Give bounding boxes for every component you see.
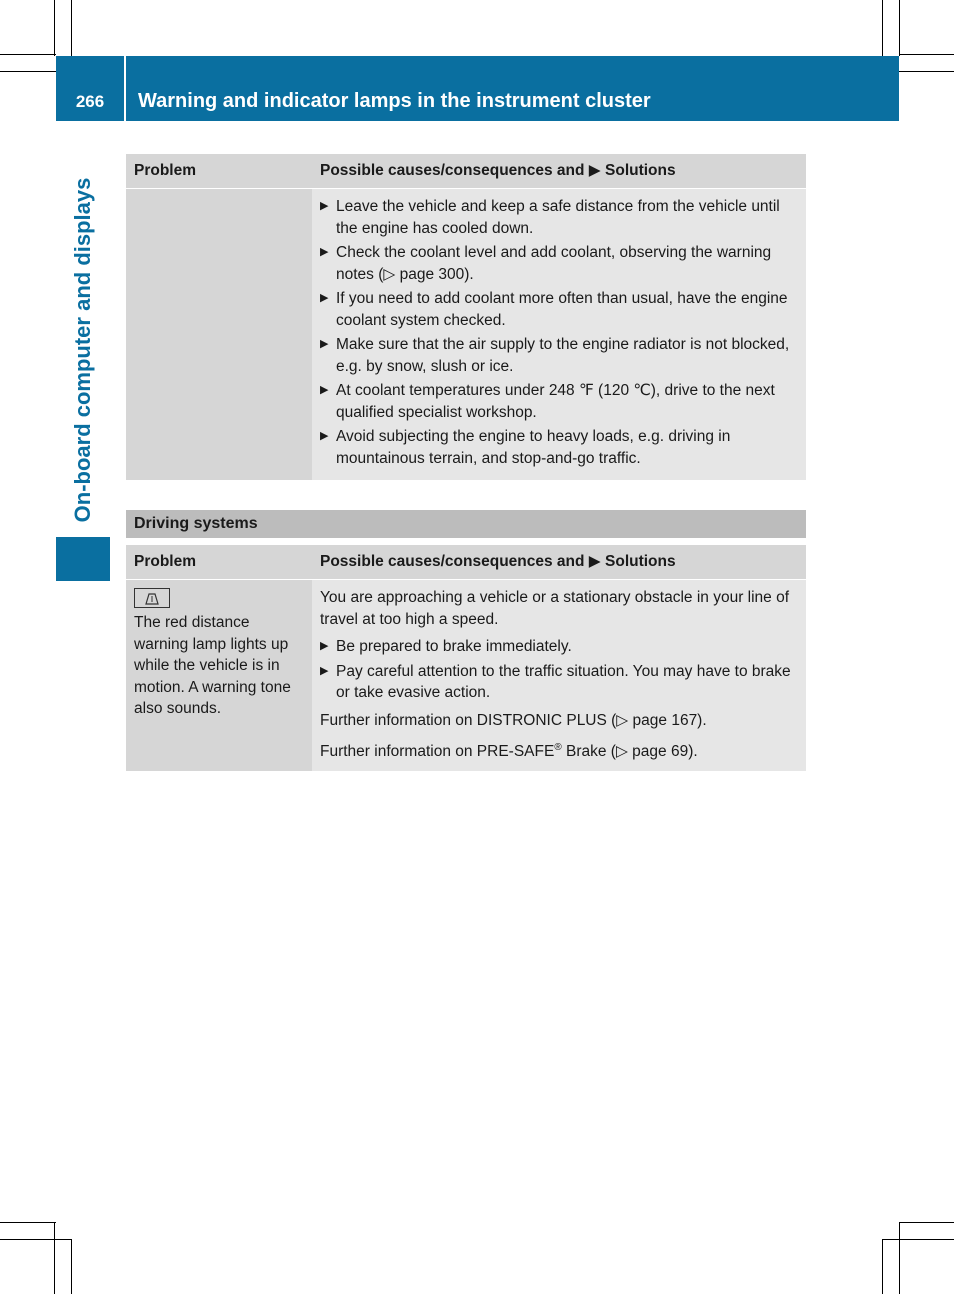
solution-item <box>320 380 799 423</box>
table-header <box>126 154 806 189</box>
page-number: 266 <box>75 92 105 111</box>
crop-mark <box>899 54 954 55</box>
info-distronic: Further information on DISTRONIC PLUS (▷ page 167). <box>320 711 707 729</box>
col-problem: Problem <box>134 162 197 180</box>
registered-mark: ® <box>554 742 562 753</box>
table-row <box>126 189 806 480</box>
solution-text: Avoid subjecting the engine to heavy loads, e.g. driving in mountainous terrain, and stop-and-go traffic. <box>336 428 731 467</box>
solution-item <box>320 334 799 377</box>
crop-mark <box>0 54 56 55</box>
crop-mark <box>71 1239 72 1294</box>
crop-mark <box>54 0 55 56</box>
col-problem: Problem <box>134 553 197 571</box>
arrow-icon: ▶ <box>320 338 329 350</box>
solution-text: Make sure that the air supply to the engine radiator is not blocked, e.g. by snow, slush or ice. <box>336 336 790 375</box>
col-solutions: Possible causes/consequences and ▶ Solutions <box>320 162 676 180</box>
solution-text: If you need to add coolant more often than usual, have the engine coolant system checked. <box>336 290 788 329</box>
crop-mark <box>54 1222 55 1294</box>
solution-item <box>320 242 799 285</box>
crop-mark <box>899 1222 954 1223</box>
solution-text: At coolant temperatures under 248 ℉ (120 ℃), drive to the next qualified specialist workshop. <box>336 382 775 421</box>
solutions-cell <box>312 580 806 771</box>
col-solutions: Possible causes/consequences and ▶ Solutions <box>320 553 676 571</box>
arrow-icon: ▶ <box>320 292 329 304</box>
cause-text: You are approaching a vehicle or a stationary obstacle in your line of travel at too high a speed. <box>320 589 790 628</box>
crop-mark <box>882 0 883 56</box>
problem-cell <box>126 580 312 771</box>
arrow-icon: ▶ <box>320 430 329 442</box>
chapter-side-label: On-board computer and displays <box>70 177 95 523</box>
info-text: Further information on PRE-SAFE <box>320 743 555 761</box>
arrow-icon: ▶ <box>320 664 329 677</box>
crop-mark <box>0 1222 56 1223</box>
table-row <box>126 580 806 771</box>
crop-mark <box>0 1239 72 1240</box>
info-presafe <box>320 737 799 763</box>
solution-text: Pay careful attention to the traffic situation. You may have to brake or take evasive action. <box>336 662 791 701</box>
crop-mark <box>899 1222 900 1294</box>
crop-mark <box>899 71 954 72</box>
header-divider <box>124 56 126 121</box>
crop-mark <box>0 71 56 72</box>
table-header <box>126 545 806 580</box>
solution-text: Leave the vehicle and keep a safe distance from the vehicle until the engine has cooled down. <box>336 198 780 237</box>
driving-systems-table <box>126 545 806 771</box>
crop-mark <box>882 1239 954 1240</box>
arrow-icon: ▶ <box>320 246 329 258</box>
problem-text: The red distance warning lamp lights up while the vehicle is in motion. A warning tone also sounds. <box>134 614 291 717</box>
chapter-tab <box>56 537 110 581</box>
arrow-icon: ▶ <box>320 640 329 652</box>
solution-item <box>320 426 799 469</box>
solution-text: Check the coolant level and add coolant, observing the warning notes (▷ page 300). <box>336 244 772 283</box>
page-title: Warning and indicator lamps in the instrument cluster <box>138 90 651 112</box>
solution-text: Be prepared to brake immediately. <box>336 638 572 655</box>
solution-item <box>320 661 799 704</box>
solution-item <box>320 636 799 658</box>
solution-item <box>320 196 799 239</box>
crop-mark <box>71 0 72 56</box>
crop-mark <box>882 1239 883 1294</box>
distance-warning-lamp-icon <box>134 588 170 608</box>
problem-cell <box>126 189 312 480</box>
section-heading <box>126 510 806 538</box>
arrow-icon: ▶ <box>320 200 329 212</box>
solution-item <box>320 288 799 331</box>
solutions-cell <box>312 189 806 480</box>
info-text: Brake (▷ page 69). <box>561 743 698 761</box>
coolant-table <box>126 154 806 480</box>
arrow-icon: ▶ <box>320 384 329 396</box>
section-title: Driving systems <box>134 515 258 532</box>
crop-mark <box>899 0 900 56</box>
